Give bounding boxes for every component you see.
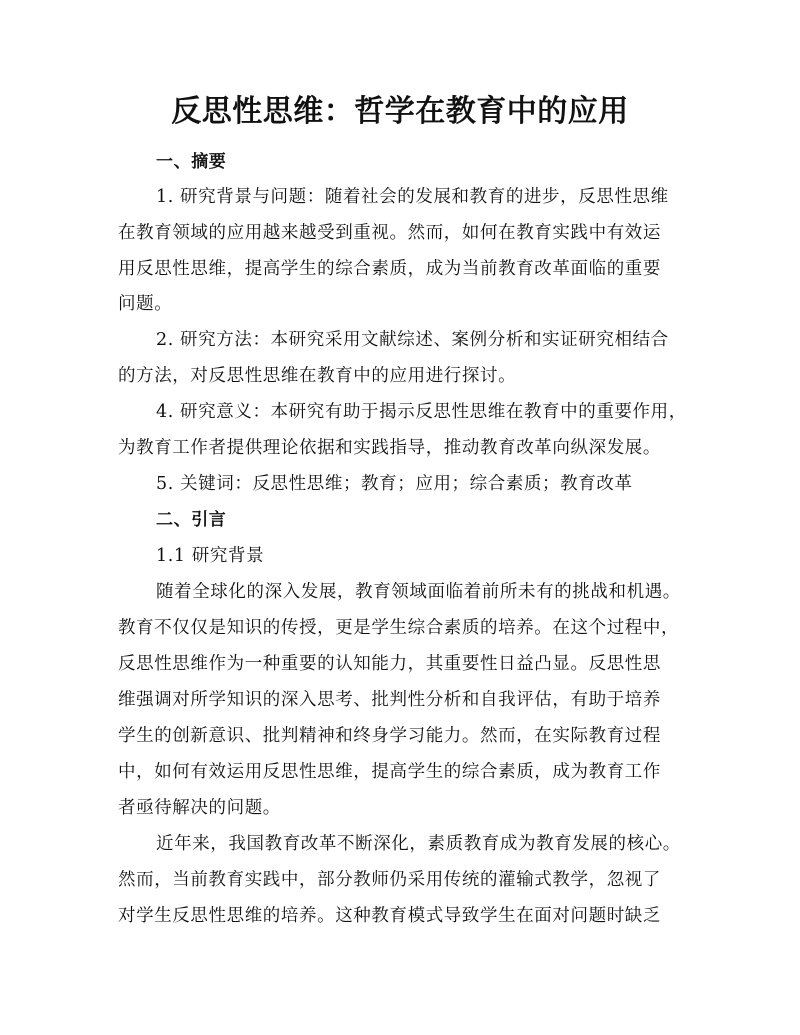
abstract-item-2-line-1: 2. 研究方法：本研究采用文献综述、案例分析和实证研究相结合 bbox=[156, 330, 669, 350]
intro-paragraph-2-line-1: 近年来，我国教育改革不断深化，素质教育成为教育发展的核心。 bbox=[156, 834, 681, 854]
intro-paragraph-1-line-7: 者亟待解决的问题。 bbox=[118, 798, 281, 818]
intro-paragraph-1-line-4: 维强调对所学知识的深入思考、批判性分析和自我评估，有助于培养 bbox=[118, 690, 661, 710]
intro-paragraph-1-line-5: 学生的创新意识、批判精神和终身学习能力。然而，在实际教育过程 bbox=[118, 726, 661, 746]
intro-paragraph-1-line-6: 中，如何有效运用反思性思维，提高学生的综合素质，成为教育工作 bbox=[118, 762, 661, 782]
intro-paragraph-1-line-1: 随着全球化的深入发展，教育领域面临着前所未有的挑战和机遇。 bbox=[156, 582, 681, 602]
abstract-item-4-line-1: 4. 研究意义：本研究有助于揭示反思性思维在教育中的重要作用， bbox=[156, 402, 687, 422]
intro-paragraph-1-line-3: 反思性思维作为一种重要的认知能力，其重要性日益凸显。反思性思 bbox=[118, 654, 661, 674]
abstract-item-1-line-2: 在教育领域的应用越来越受到重视。然而，如何在教育实践中有效运 bbox=[118, 223, 661, 243]
introduction-subheading: 1.1 研究背景 bbox=[156, 546, 265, 566]
intro-paragraph-1-line-2: 教育不仅仅是知识的传授，更是学生综合素质的培养。在这个过程中， bbox=[118, 618, 680, 638]
abstract-item-1-line-3: 用反思性思维，提高学生的综合素质，成为当前教育改革面临的重要 bbox=[118, 259, 661, 279]
abstract-item-2-line-2: 的方法，对反思性思维在教育中的应用进行探讨。 bbox=[118, 366, 517, 386]
intro-paragraph-2-line-2: 然而，当前教育实践中，部分教师仍采用传统的灌输式教学，忽视了 bbox=[118, 870, 661, 890]
document-title: 反思性思维：哲学在教育中的应用 bbox=[171, 94, 629, 129]
abstract-item-1-line-4: 问题。 bbox=[118, 294, 173, 314]
abstract-heading: 一、摘要 bbox=[156, 152, 227, 172]
abstract-item-1-line-1: 1. 研究背景与问题：随着社会的发展和教育的进步，反思性思维 bbox=[156, 187, 669, 207]
abstract-item-5-line-1: 5. 关键词：反思性思维；教育；应用；综合素质；教育改革 bbox=[156, 474, 633, 494]
intro-paragraph-2-line-3: 对学生反思性思维的培养。这种教育模式导致学生在面对问题时缺乏 bbox=[118, 906, 661, 926]
abstract-item-4-line-2: 为教育工作者提供理论依据和实践指导，推动教育改革向纵深发展。 bbox=[118, 438, 661, 458]
introduction-heading: 二、引言 bbox=[156, 510, 227, 530]
